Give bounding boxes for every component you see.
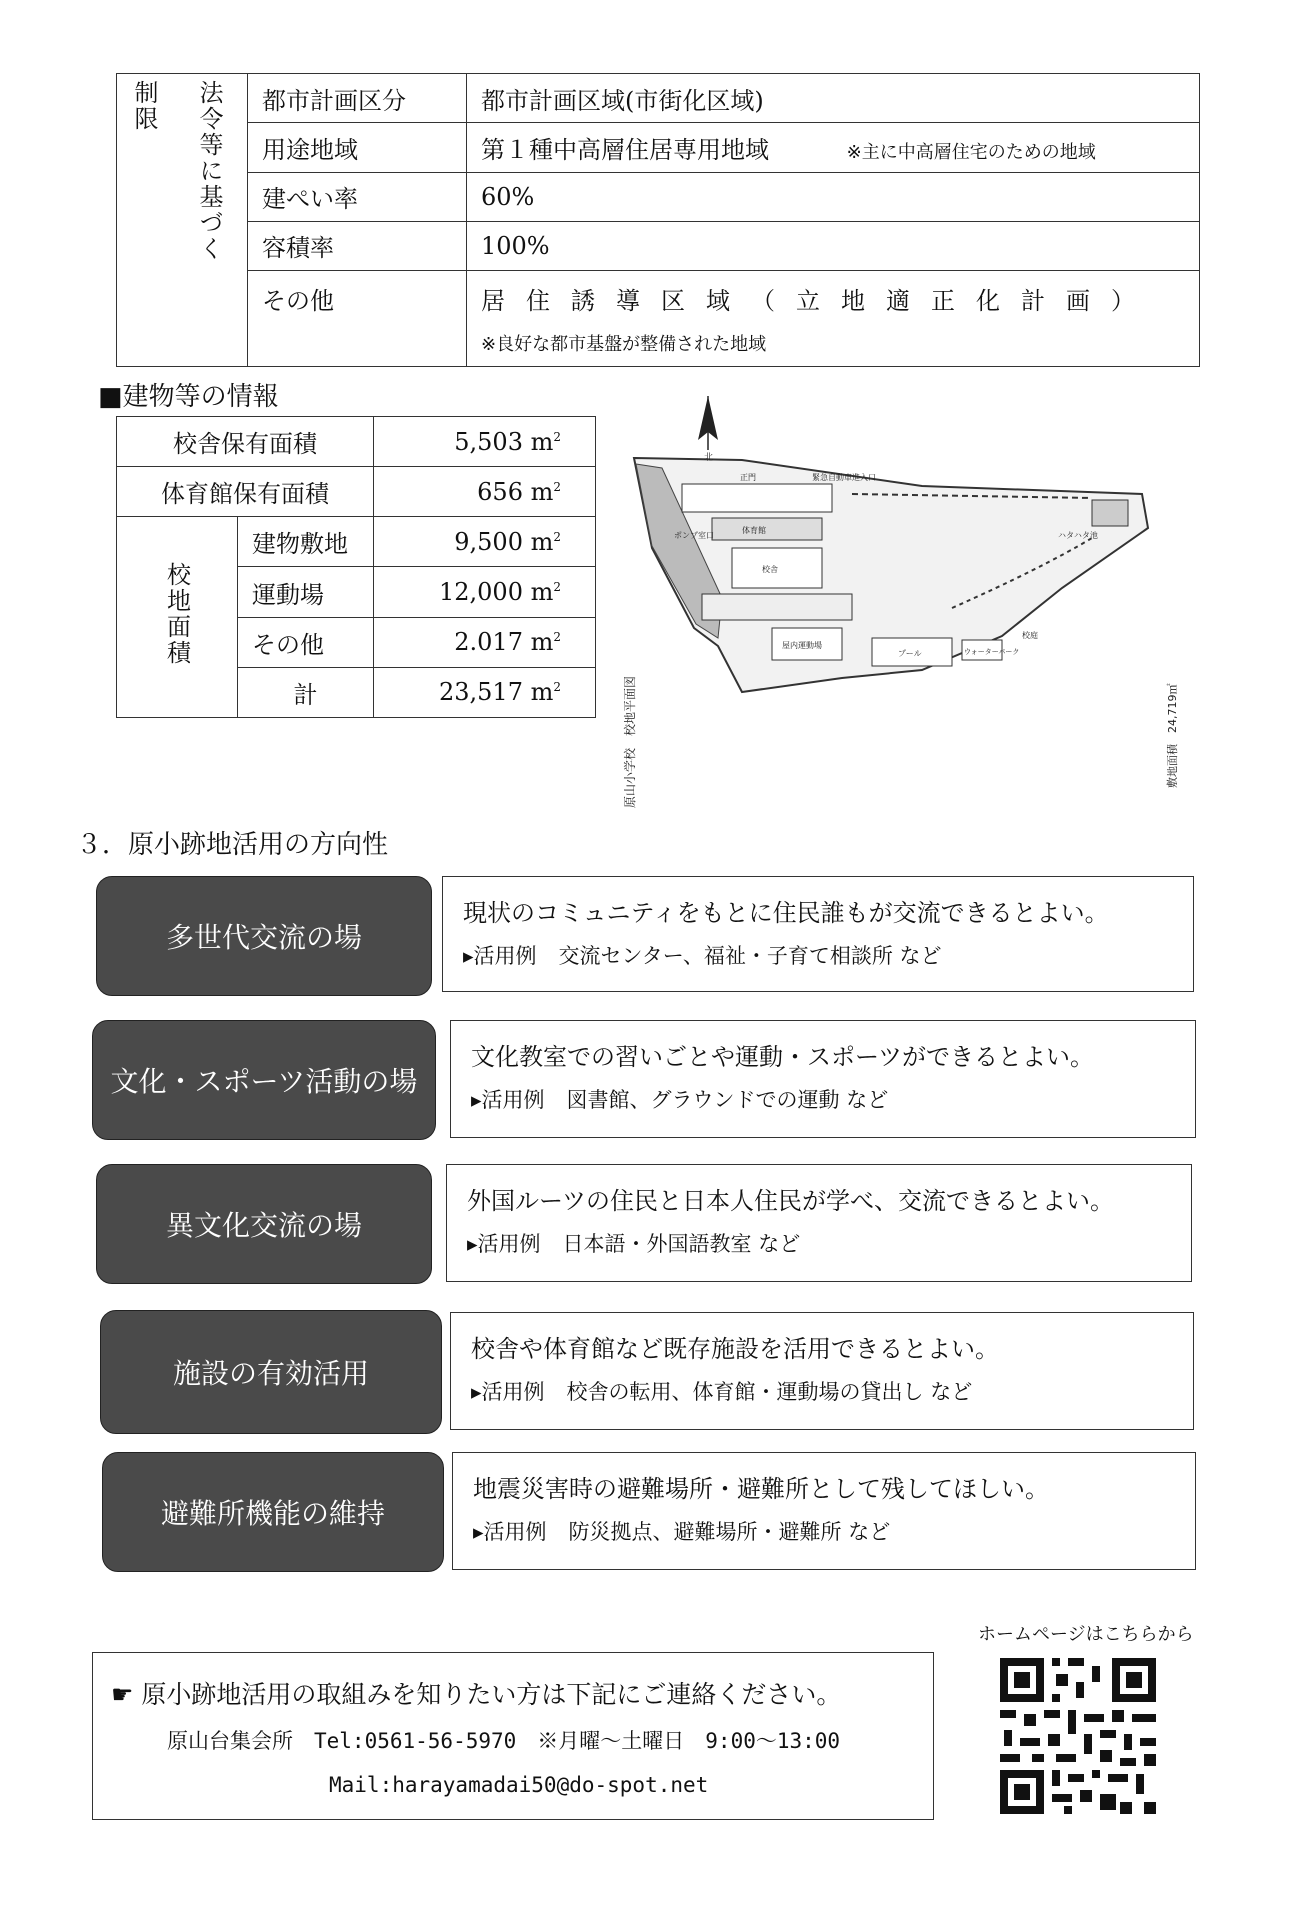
building-heading: ■建物等の情報 (98, 382, 279, 412)
building-value: 5,503 $m^2$ (374, 417, 596, 467)
direction-description: 現状のコミュニティをもとに住民誰もが交流できるとよい。 ▸活用例 交流センター、福祉・子育て相談所 など (442, 876, 1194, 992)
restriction-key: その他 (248, 271, 467, 367)
map-label: 緊急自動車進入口 (812, 473, 876, 482)
restriction-note: ※良好な都市基盤が整備された地域 (481, 334, 767, 355)
restrictions-table (116, 73, 1200, 367)
direction-description: 外国ルーツの住民と日本人住民が学べ、交流できるとよい。 ▸活用例 日本語・外国語教室 など (446, 1164, 1192, 1282)
table-row (117, 221, 1200, 270)
building-block (712, 518, 822, 540)
restriction-key: 容積率 (248, 221, 467, 270)
building-key: 体育館保有面積 (117, 467, 374, 517)
restriction-value: 都市計画区域(市街化区域) (467, 74, 1200, 123)
map-label: 校舎 (762, 565, 778, 574)
restriction-key: 建ぺい率 (248, 172, 467, 221)
building-key: 校舎保有面積 (117, 417, 374, 467)
building-value: 656 $m^2$ (374, 467, 596, 517)
building-value: 2.017 $m^2$ (374, 617, 596, 667)
building-key: 計 (238, 667, 374, 717)
restriction-key: 用途地域 (248, 123, 467, 172)
restriction-key: 都市計画区分 (248, 74, 467, 123)
map-label: 屋内運動場 (782, 641, 822, 650)
site-plan-map (622, 388, 1208, 814)
qr-code-icon[interactable] (996, 1654, 1160, 1818)
map-label: 北 (704, 453, 714, 463)
contact-box (92, 1652, 934, 1820)
school-area-label: 校地面積 (117, 517, 238, 718)
map-label: ハタハタ池 (1058, 531, 1098, 540)
table-row (117, 172, 1200, 221)
north-arrow-icon (698, 396, 718, 450)
direction-description: 校舎や体育館など既存施設を活用できるとよい。 ▸活用例 校舎の転用、体育館・運動場の貸出し など (450, 1312, 1194, 1430)
contact-phone[interactable]: 原山台集会所 Tel:0561-56-5970 ※月曜～土曜日 9:00～13:00 (167, 1729, 841, 1753)
restrictions-side-label: 制限 (117, 74, 173, 367)
map-area-note: 敷地面積 24,719㎡ (1166, 683, 1179, 788)
table-row (117, 467, 596, 517)
table-row (117, 123, 1200, 172)
direction-label: 多世代交流の場 (96, 876, 432, 996)
building-value: 9,500 $m^2$ (374, 517, 596, 567)
map-label: プール (898, 649, 922, 658)
restriction-note: ※主に中高層住宅のための地域 (846, 141, 1096, 163)
restrictions-side-label-2: 法令等に基づく (172, 74, 248, 367)
table-row (117, 417, 596, 467)
section-title: ３．原小跡地活用の方向性 (76, 830, 389, 860)
building-block (1092, 500, 1128, 526)
restriction-value: 居住誘導区域（立地適正化計画） ※良好な都市基盤が整備された地域 (467, 271, 1200, 367)
table-row (117, 271, 1200, 367)
direction-label: 異文化交流の場 (96, 1164, 432, 1284)
building-key: 建物敷地 (238, 517, 374, 567)
building-block (702, 594, 852, 620)
building-table (116, 416, 596, 718)
contact-email[interactable]: Mail:harayamadai50@do-spot.net (329, 1773, 709, 1797)
restriction-value: 60% (467, 172, 1200, 221)
direction-label: 避難所機能の維持 (102, 1452, 444, 1572)
map-label: ウォーターパーク (964, 648, 1020, 656)
direction-description: 文化教室での習いごとや運動・スポーツができるとよい。 ▸活用例 図書館、グラウンドでの運動 など (450, 1020, 1196, 1138)
table-row (117, 517, 596, 567)
map-label: ポンプ室口 (674, 531, 714, 540)
building-value: 23,517 $m^2$ (374, 667, 596, 717)
table-row (117, 74, 1200, 123)
restriction-value: 第１種中高層住居専用地域 ※主に中高層住宅のための地域 (467, 123, 1200, 172)
building-key: 運動場 (238, 567, 374, 617)
direction-label: 文化・スポーツ活動の場 (92, 1020, 436, 1140)
homepage-label: ホームページはこちらから (978, 1624, 1194, 1645)
direction-description: 地震災害時の避難場所・避難所として残してほしい。 ▸活用例 防災拠点、避難場所・避難所 など (452, 1452, 1196, 1570)
building-key: その他 (238, 617, 374, 667)
building-value: 12,000 $m^2$ (374, 567, 596, 617)
contact-heading: ☛ 原小跡地活用の取組みを知りたい方は下記にご連絡ください。 (111, 1680, 842, 1709)
building-block (682, 484, 832, 512)
restriction-value: 100% (467, 221, 1200, 270)
map-label: 校庭 (1022, 631, 1038, 640)
map-title: 原山小学校 校地平面図 (623, 675, 637, 808)
map-label: 体育館 (742, 526, 766, 535)
direction-label: 施設の有効活用 (100, 1310, 442, 1434)
map-label: 正門 (740, 473, 756, 482)
